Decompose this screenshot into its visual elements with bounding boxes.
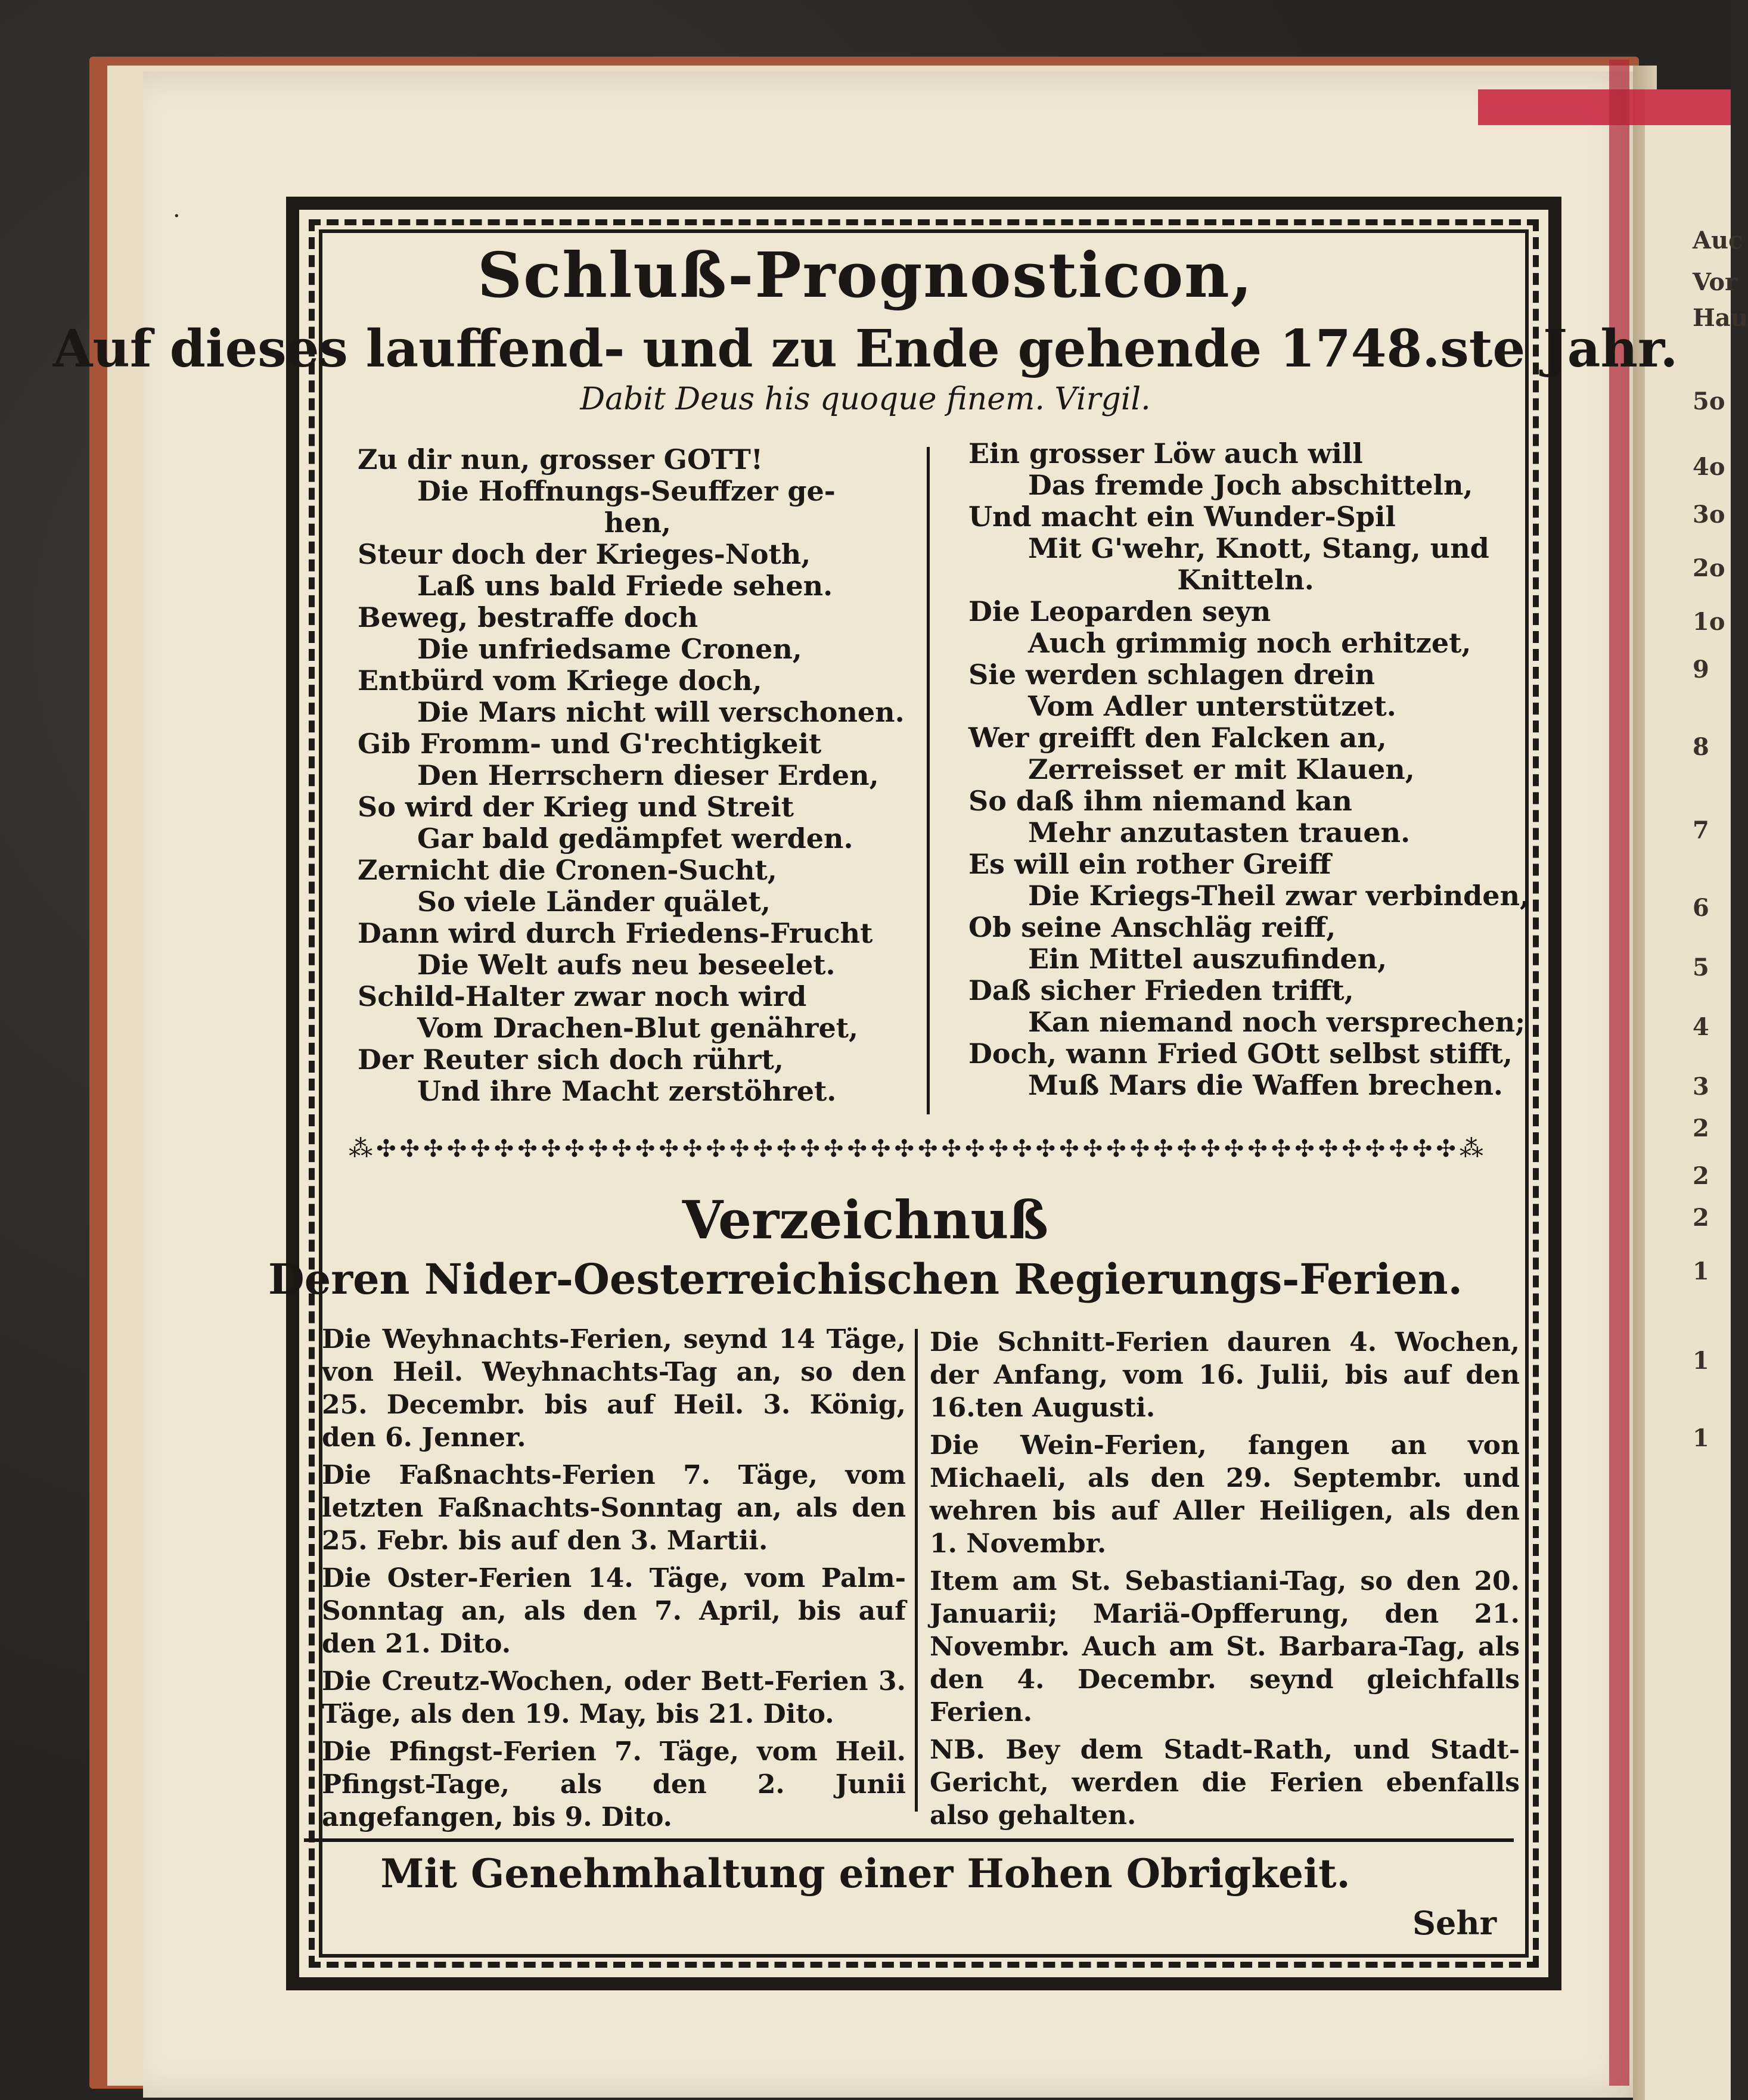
facing-page-fragment: Auc — [1693, 226, 1743, 254]
poem-line: Kan niemand noch versprechen; — [1028, 1006, 1526, 1038]
poem-line: Die Leoparden seyn — [968, 595, 1271, 627]
facing-page-fragment: 7 — [1693, 816, 1709, 844]
poem-line: Die Hoffnungs-Seuffzer ge- — [417, 475, 836, 507]
ornament-divider: ⁂✣✣✣✣✣✣✣✣✣✣✣✣✣✣✣✣✣✣✣✣✣✣✣✣✣✣✣✣✣✣✣✣✣✣✣✣✣✣✣✣✣✣✣✣✣✣⁂ — [349, 1135, 1487, 1163]
page-subtitle: Auf dieses lauffend- und zu Ende gehende 1748.ste Jahr. — [52, 319, 1678, 379]
poem-line: Steur doch der Krieges-Noth, — [358, 538, 811, 570]
facing-page-fragment: 3o — [1693, 501, 1725, 529]
poem-line: Knitteln. — [1177, 564, 1314, 596]
poem-line: Muß Mars die Waffen brechen. — [1028, 1069, 1503, 1101]
ferien-entry: NB. Bey dem Stadt-Rath, und Stadt-Gericht, werden die Ferien ebenfalls also gehalten. — [930, 1735, 1520, 1831]
poem-line: Mehr anzutasten trauen. — [1028, 816, 1411, 849]
ink-spot: · — [173, 203, 181, 230]
poem-line: Entbürd vom Kriege doch, — [358, 664, 762, 697]
poem-line: Die Mars nicht will verschonen. — [417, 696, 905, 728]
ferien-entry: Die Weyhnachts-Ferien, seynd 14 Täge, von Heil. Weyhnachts-Tag an, so den 25. Decembr. bis auf Heil. 3. König, den 6. Jenner. — [322, 1324, 906, 1453]
ferien-entry: Die Faßnachts-Ferien 7. Täge, vom letzten Faßnachts-Sonntag an, als den 25. Febr. bis auf den 3. Martii. — [322, 1460, 906, 1556]
poem-line: Ein Mittel auszufinden, — [1028, 943, 1387, 975]
facing-page-fragment: 5 — [1693, 953, 1709, 981]
poem-line: Doch, wann Fried GOtt selbst stifft, — [968, 1037, 1513, 1070]
poem-line: Zu dir nun, grosser GOTT! — [358, 443, 763, 476]
poem-line: Vom Adler unterstützet. — [1028, 690, 1396, 722]
poem-line: Mit G'wehr, Knott, Stang, und — [1028, 532, 1489, 564]
facing-page-fragment: 2 — [1693, 1162, 1709, 1190]
facing-page-fragment: 2o — [1693, 554, 1725, 582]
poem-line: Gar bald gedämpfet werden. — [417, 822, 853, 855]
poem-column-divider — [927, 447, 930, 1114]
facing-page-fragment: 1o — [1693, 608, 1725, 636]
ferien-left-column — [322, 1323, 906, 1838]
poem-line: Zernicht die Cronen-Sucht, — [358, 854, 777, 886]
ferien-entry: Die Creutz-Wochen, oder Bett-Ferien 3. Täge, als den 19. May, bis 21. Dito. — [322, 1666, 906, 1729]
poem-line: Auch grimmig noch erhitzet, — [1028, 627, 1471, 659]
facing-page-fragment: Vor — [1693, 268, 1738, 296]
poem-line: Sie werden schlagen drein — [968, 658, 1376, 691]
footer-rule — [304, 1838, 1514, 1842]
poem-line: Schild-Halter zwar noch wird — [358, 980, 807, 1012]
facing-page-fragment: 2 — [1693, 1114, 1709, 1142]
poem-line: Es will ein rother Greiff — [968, 848, 1331, 880]
facing-page-fragment: 1 — [1693, 1257, 1709, 1285]
facing-page-fragment: 4 — [1693, 1013, 1709, 1041]
poem-line: Die unfriedsame Cronen, — [417, 633, 802, 665]
ferien-entry: Die Schnitt-Ferien dauren 4. Wochen, der Anfang, vom 16. Julii, bis auf den 16.ten Augusti. — [930, 1327, 1520, 1423]
facing-page-fragment: 4o — [1693, 453, 1725, 481]
poem-line: Beweg, bestraffe doch — [358, 601, 698, 633]
facing-page-fragment: 1 — [1693, 1424, 1709, 1452]
poem-line: Vom Drachen-Blut genähret, — [417, 1012, 858, 1044]
ferien-entry: Item am St. Sebastiani-Tag, so den 20. Januarii; Mariä-Opfferung, den 21. Novembr. Auch am St. Barbara-Tag, als den 4. Decembr. seynd gleichfalls Ferien. — [930, 1566, 1520, 1728]
poem-line: Daß sicher Frieden trifft, — [968, 974, 1354, 1006]
facing-page-fragment: 3 — [1693, 1073, 1709, 1101]
section-heading: Verzeichnuß — [682, 1189, 1049, 1251]
ribbon-bookmark — [1478, 89, 1731, 125]
poem-line: Und ihre Macht zerstöhret. — [417, 1075, 837, 1107]
poem-line: Ob seine Anschläg reiff, — [968, 911, 1336, 943]
poem-line: Wer greifft den Falcken an, — [968, 722, 1387, 754]
facing-page-fragment: 6 — [1693, 894, 1709, 922]
ferien-entry: Die Oster-Ferien 14. Täge, vom Palm-Sonntag an, als den 7. April, bis auf den 21. Dito. — [322, 1563, 906, 1659]
poem-line: Dann wird durch Friedens-Frucht — [358, 917, 873, 949]
poem-line: hen, — [604, 507, 672, 539]
poem-line: Das fremde Joch abschitteln, — [1028, 469, 1473, 501]
poem-line: Zerreisset er mit Klauen, — [1028, 753, 1415, 785]
poem-line: Ein grosser Löw auch will — [968, 437, 1363, 470]
ferien-entry: Die Wein-Ferien, fangen an von Michaeli, als den 29. Septembr. und wehren bis auf Aller Heiligen, als den 1. Novembr. — [930, 1430, 1520, 1559]
poem-line: So daß ihm niemand kan — [968, 785, 1352, 817]
facing-page-fragment: 2 — [1693, 1204, 1709, 1232]
poem-line: Laß uns bald Friede sehen. — [417, 570, 833, 602]
ferien-column-divider — [915, 1329, 918, 1812]
ferien-right-column — [930, 1326, 1520, 1837]
poem-right-column — [968, 437, 1530, 1101]
poem-line: So wird der Krieg und Streit — [358, 791, 794, 823]
poem-line: Den Herrschern dieser Erden, — [417, 759, 879, 791]
facing-page-fragment: 8 — [1693, 733, 1709, 761]
section-subheading: Deren Nider-Oesterreichischen Regierungs-Ferien. — [268, 1254, 1463, 1304]
poem-line: Die Kriegs-Theil zwar verbinden, — [1028, 880, 1530, 912]
poem-left-column — [358, 444, 918, 1107]
poem-line: Die Welt aufs neu beseelet. — [417, 949, 836, 981]
page-title: Schluß-Prognosticon, — [477, 238, 1253, 312]
ferien-entry: Die Pfingst-Ferien 7. Täge, vom Heil. Pfingst-Tage, als den 2. Junii angefangen, bis 9. Dito. — [322, 1736, 906, 1832]
poem-line: Gib Fromm- und G'rechtigkeit — [358, 728, 822, 760]
facing-page-fragment: Hau — [1693, 304, 1748, 332]
motto: Dabit Deus his quoque finem. Virgil. — [580, 381, 1151, 417]
facing-page-fragment: 9 — [1693, 656, 1709, 684]
poem-line: Der Reuter sich doch rührt, — [358, 1043, 784, 1076]
poem-line: Und macht ein Wunder-Spil — [968, 501, 1396, 533]
facing-page-fragment: 5o — [1693, 387, 1725, 415]
catchword: Sehr — [1412, 1904, 1497, 1942]
imprint: Mit Genehmhaltung einer Hohen Obrigkeit. — [380, 1850, 1350, 1897]
poem-line: So viele Länder quälet, — [417, 886, 771, 918]
facing-page-fragment: 1 — [1693, 1347, 1709, 1375]
